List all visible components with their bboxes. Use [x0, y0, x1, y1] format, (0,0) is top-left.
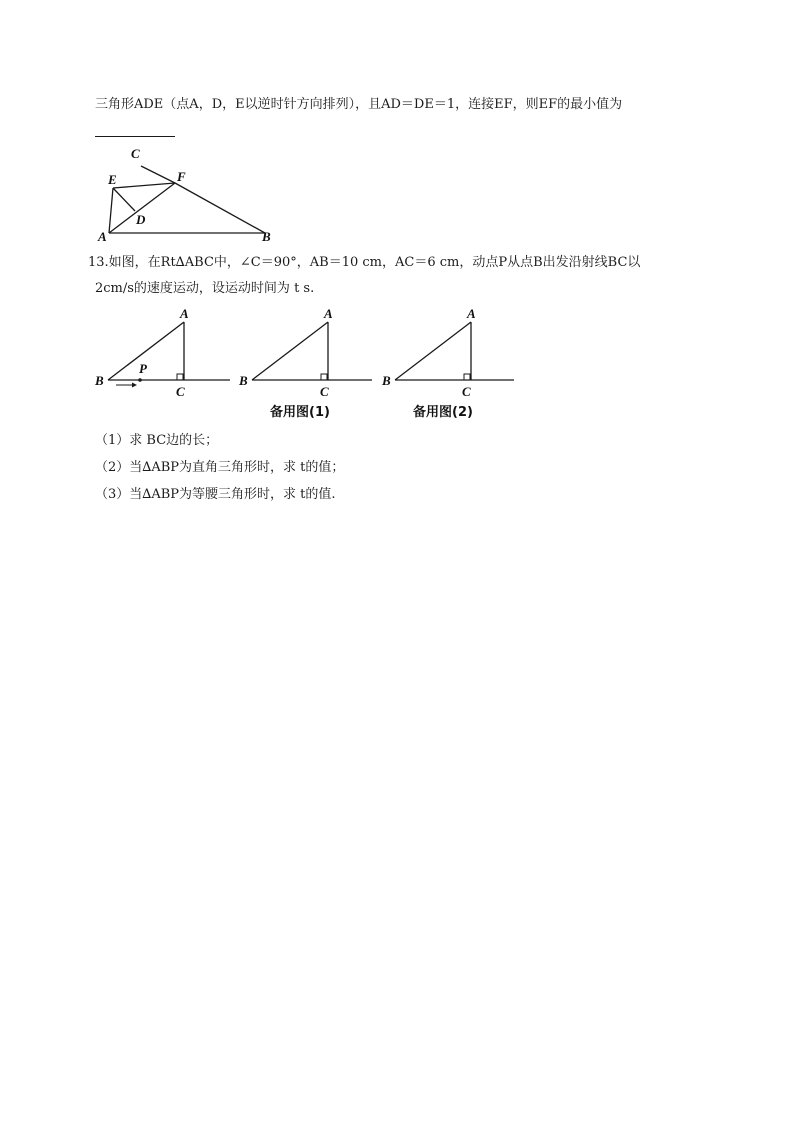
question-1: （1）求 BC边的长； — [95, 433, 219, 448]
label-c-main: C — [176, 384, 185, 399]
question-3: （3）当∆ABP为等腰三角形时，求 t的值. — [95, 487, 336, 502]
label-a-spare2: A — [467, 306, 476, 321]
problem13-figures — [92, 306, 532, 426]
label-c-spare1: C — [320, 384, 329, 399]
label-b-main: B — [95, 373, 104, 388]
label-c-12: C — [131, 146, 140, 161]
problem13-line2: 2cm/s的速度运动，设运动时间为 t s. — [95, 281, 315, 296]
caption-spare2: 备用图(2) — [413, 405, 473, 420]
problem12-text: 三角形ADE（点A，D，E以逆时针方向排列），且AD＝DE＝1，连接EF，则EF的最小值为 — [95, 97, 623, 112]
label-d-12: D — [136, 212, 146, 227]
problem13-line1: 13.如图，在Rt∆ABC中，∠C＝90°，AB＝10 cm，AC＝6 cm，动点P从点B出发沿射线BC以 — [88, 255, 641, 270]
label-a-12: A — [98, 229, 107, 244]
problem12-figure — [95, 144, 285, 244]
label-f-12: F — [177, 169, 186, 184]
label-a-spare1: A — [324, 306, 333, 321]
point-p — [138, 378, 142, 382]
label-b-spare2: B — [382, 373, 391, 388]
answer-blank — [95, 136, 175, 137]
question-2: （2）当∆ABP为直角三角形时，求 t的值； — [95, 460, 345, 475]
caption-spare1: 备用图(1) — [270, 405, 330, 420]
label-c-spare2: C — [462, 384, 471, 399]
label-e-12: E — [108, 172, 117, 187]
label-b-spare1: B — [239, 373, 248, 388]
label-p-main: P — [139, 361, 147, 376]
label-a-main: A — [180, 306, 189, 321]
label-b-12: B — [262, 229, 271, 244]
arrow-icon — [132, 383, 137, 388]
